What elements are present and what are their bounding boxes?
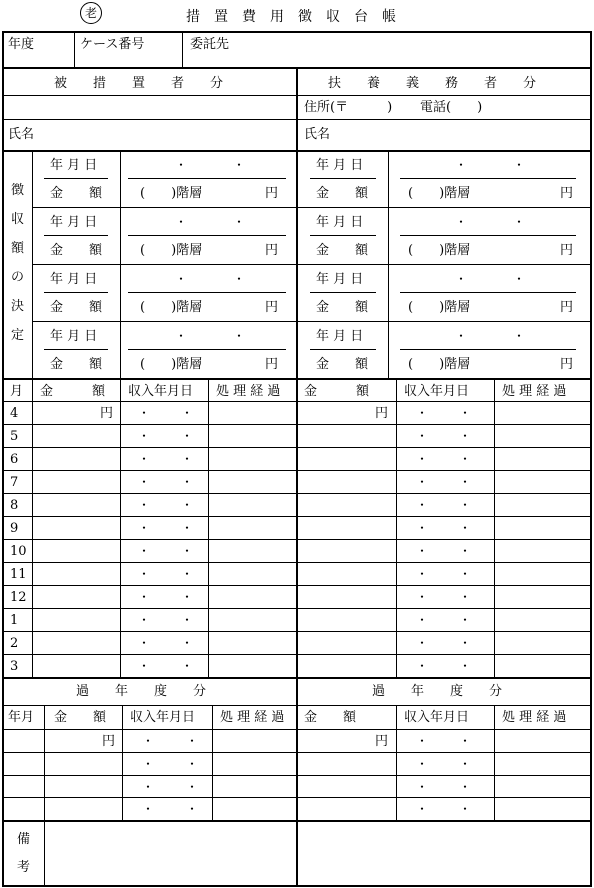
table-left-border — [2, 31, 4, 886]
decision-date-dot: ・ — [175, 158, 188, 172]
past-yen-right: 円 — [375, 734, 389, 749]
receipt-date-dot: ・ — [181, 544, 194, 558]
receipt-date-dot: ・ — [138, 613, 151, 627]
decision-underline — [44, 292, 108, 293]
receipt-date-dot: ・ — [416, 429, 429, 443]
decision-block-border — [32, 207, 592, 208]
receipt-date-dot: ・ — [138, 544, 151, 558]
monthly-yen: 円 — [100, 406, 114, 421]
decision-block-border — [32, 264, 592, 265]
amount-header: 金 額 — [40, 384, 106, 399]
address-label: 住所(〒 ) — [304, 100, 393, 115]
decision-date-line — [128, 235, 286, 236]
month-number: 9 — [10, 521, 19, 536]
monthly-row-border — [2, 585, 592, 586]
decision-underline — [310, 292, 376, 293]
phone-label: 電話( ) — [420, 100, 483, 115]
decision-underline — [44, 349, 108, 350]
past-process-header-right: 処 理 経 過 — [502, 710, 567, 725]
receipt-date-dot: ・ — [416, 498, 429, 512]
decision-amount-label: 金 額 — [316, 243, 369, 258]
monthly-row-border — [2, 447, 592, 448]
past-receipt-dot: ・ — [186, 802, 199, 817]
guarantor-section-title: 扶 養 義 務 者 分 — [328, 76, 537, 91]
month-number: 2 — [10, 636, 19, 651]
decision-side-char: 徴 — [11, 183, 25, 198]
past-receipt-dot: ・ — [186, 756, 199, 771]
monthly-row-border — [2, 654, 592, 655]
receipt-date-dot: ・ — [459, 475, 472, 489]
amount-header-right: 金 額 — [304, 384, 370, 399]
month-number: 12 — [10, 590, 27, 605]
monthly-row-border — [2, 470, 592, 471]
decision-date-label: 年 月 日 — [316, 329, 364, 344]
decision-date-dot: ・ — [455, 158, 468, 172]
month-number: 7 — [10, 475, 19, 490]
monthly-col-divider — [32, 378, 33, 677]
row-border — [2, 705, 592, 706]
center-divider — [296, 378, 298, 677]
decision-underline — [310, 235, 376, 236]
month-number: 11 — [10, 567, 27, 582]
decision-amount-label: 金 額 — [316, 357, 369, 372]
receipt-date-dot: ・ — [138, 429, 151, 443]
past-row-border — [2, 752, 592, 753]
monthly-row-border — [2, 608, 592, 609]
decision-date-label: 年 月 日 — [50, 329, 98, 344]
decision-date-dot: ・ — [233, 158, 246, 172]
receipt-date-dot: ・ — [416, 521, 429, 535]
decision-amount-label: 金 額 — [50, 243, 103, 258]
month-header: 月 — [10, 384, 24, 399]
past-receipt-dot: ・ — [416, 756, 429, 771]
past-receipt-dot: ・ — [459, 802, 472, 817]
decision-underline — [310, 178, 376, 179]
past-receipt-dot: ・ — [142, 779, 155, 794]
past-years-title-left: 過 年 度 分 — [76, 684, 207, 699]
past-receipt-header-right: 収入年月日 — [404, 710, 470, 725]
receipt-date-dot: ・ — [416, 475, 429, 489]
receipt-date-dot: ・ — [181, 406, 194, 420]
row-border — [2, 401, 592, 402]
subject-name-label: 氏名 — [8, 127, 35, 142]
row-border — [2, 95, 592, 96]
decision-side-char: 決 — [11, 299, 25, 314]
monthly-col-divider — [120, 378, 121, 677]
past-receipt-dot: ・ — [459, 734, 472, 748]
past-row-border — [2, 797, 592, 798]
decision-date-dot: ・ — [175, 215, 188, 229]
decision-yen: 円 — [265, 243, 279, 258]
receipt-date-dot: ・ — [138, 406, 151, 420]
decision-date-line — [400, 178, 576, 179]
decision-date-label: 年 月 日 — [316, 158, 364, 173]
decision-date-label: 年 月 日 — [50, 272, 98, 287]
receipt-date-dot: ・ — [459, 544, 472, 558]
decision-date-dot: ・ — [455, 272, 468, 286]
past-col-divider — [212, 705, 213, 820]
receipt-date-dot: ・ — [181, 613, 194, 627]
receipt-date-dot: ・ — [181, 429, 194, 443]
process-header: 処 理 経 過 — [216, 384, 281, 399]
past-col-divider — [494, 705, 495, 820]
past-row-border — [2, 775, 592, 776]
decision-amount-label: 金 額 — [316, 300, 369, 315]
decision-date-label: 年 月 日 — [50, 158, 98, 173]
past-receipt-dot: ・ — [416, 734, 429, 748]
past-yen: 円 — [102, 734, 116, 749]
decision-date-line — [400, 349, 576, 350]
past-amount-header: 金 額 — [54, 710, 107, 725]
receipt-date-dot: ・ — [181, 590, 194, 604]
receipt-date-dot: ・ — [416, 613, 429, 627]
monthly-row-border — [2, 539, 592, 540]
decision-date-line — [128, 292, 286, 293]
decision-date-dot: ・ — [455, 215, 468, 229]
receipt-date-header: 収入年月日 — [128, 384, 194, 399]
decision-floor-label: ( )階層 — [140, 243, 203, 258]
decision-date-dot: ・ — [513, 329, 526, 343]
receipt-date-dot: ・ — [138, 521, 151, 535]
remarks-label-divider — [44, 820, 45, 885]
month-number: 4 — [10, 406, 19, 421]
decision-side-char: 額 — [11, 241, 25, 256]
remarks-label-1: 備 — [17, 832, 31, 847]
receipt-date-dot: ・ — [459, 406, 472, 420]
remarks-label-2: 考 — [17, 860, 31, 875]
decision-yen: 円 — [265, 300, 279, 315]
decision-floor-label: ( )階層 — [408, 300, 471, 315]
monthly-col-divider — [396, 378, 397, 677]
receipt-date-dot: ・ — [181, 498, 194, 512]
monthly-col-divider — [208, 378, 209, 677]
decision-underline — [310, 349, 376, 350]
decision-date-dot: ・ — [175, 329, 188, 343]
past-receipt-dot: ・ — [186, 734, 199, 748]
month-number: 6 — [10, 452, 19, 467]
decision-floor-label: ( )階層 — [140, 300, 203, 315]
table-bottom-border — [2, 885, 592, 887]
receipt-date-dot: ・ — [138, 659, 151, 673]
receipt-date-dot: ・ — [416, 544, 429, 558]
decision-underline — [44, 235, 108, 236]
receipt-date-dot: ・ — [138, 636, 151, 650]
month-number: 1 — [10, 613, 19, 628]
decision-date-line — [128, 178, 286, 179]
past-receipt-dot: ・ — [416, 779, 429, 794]
receipt-date-dot: ・ — [416, 406, 429, 420]
decision-amount-label: 金 額 — [316, 186, 369, 201]
decision-side-char: 収 — [11, 212, 25, 227]
header-divider — [182, 31, 183, 67]
decision-amount-label: 金 額 — [50, 300, 103, 315]
monthly-yen-right: 円 — [375, 406, 389, 421]
elderly-badge-icon: 老 — [80, 2, 102, 24]
decision-yen: 円 — [265, 186, 279, 201]
decision-date-dot: ・ — [175, 272, 188, 286]
decision-yen: 円 — [560, 300, 574, 315]
receipt-date-dot: ・ — [138, 498, 151, 512]
receipt-date-dot: ・ — [459, 498, 472, 512]
decision-date-line — [128, 349, 286, 350]
receipt-date-dot: ・ — [138, 475, 151, 489]
decision-date-dot: ・ — [233, 272, 246, 286]
decision-date-line — [400, 235, 576, 236]
decision-amount-label: 金 額 — [50, 357, 103, 372]
guarantor-name-label: 氏名 — [304, 127, 331, 142]
receipt-date-dot: ・ — [181, 521, 194, 535]
center-divider — [296, 820, 298, 885]
decision-amount-label: 金 額 — [50, 186, 103, 201]
receipt-date-dot: ・ — [459, 636, 472, 650]
receipt-date-dot: ・ — [181, 567, 194, 581]
decision-yen: 円 — [560, 186, 574, 201]
decision-floor-label: ( )階層 — [408, 186, 471, 201]
row-border — [2, 729, 592, 730]
month-number: 3 — [10, 659, 19, 674]
past-receipt-header: 収入年月日 — [130, 710, 196, 725]
past-receipt-dot: ・ — [459, 779, 472, 794]
decision-side-char: 定 — [11, 328, 25, 343]
monthly-row-border — [2, 631, 592, 632]
past-receipt-dot: ・ — [142, 756, 155, 771]
decision-yen: 円 — [560, 243, 574, 258]
decision-yen: 円 — [560, 357, 574, 372]
receipt-date-dot: ・ — [181, 659, 194, 673]
past-process-header: 処 理 経 過 — [220, 710, 285, 725]
table-right-border — [590, 31, 592, 886]
decision-side-char: の — [11, 270, 25, 285]
receipt-date-dot: ・ — [138, 567, 151, 581]
receipt-date-dot: ・ — [181, 475, 194, 489]
receipt-date-dot: ・ — [459, 613, 472, 627]
receipt-date-dot: ・ — [416, 452, 429, 466]
decision-date-line — [400, 292, 576, 293]
center-divider — [296, 67, 298, 378]
receipt-date-header-right: 収入年月日 — [404, 384, 470, 399]
section-border — [2, 150, 592, 152]
decision-date-dot: ・ — [233, 215, 246, 229]
decision-block-border — [32, 321, 592, 322]
decision-floor-label: ( )階層 — [408, 357, 471, 372]
past-receipt-dot: ・ — [416, 802, 429, 817]
receipt-date-dot: ・ — [416, 567, 429, 581]
receipt-date-dot: ・ — [459, 429, 472, 443]
receipt-date-dot: ・ — [459, 659, 472, 673]
receipt-date-dot: ・ — [138, 452, 151, 466]
decision-date-dot: ・ — [455, 329, 468, 343]
decision-underline — [44, 178, 108, 179]
receipt-date-dot: ・ — [416, 590, 429, 604]
header-divider — [74, 31, 75, 67]
receipt-date-dot: ・ — [416, 659, 429, 673]
decision-date-dot: ・ — [513, 158, 526, 172]
past-amount-header-right: 金 額 — [304, 710, 357, 725]
past-receipt-dot: ・ — [142, 802, 155, 817]
decision-date-label: 年 月 日 — [316, 272, 364, 287]
receipt-date-dot: ・ — [459, 521, 472, 535]
month-number: 8 — [10, 498, 19, 513]
monthly-row-border — [2, 493, 592, 494]
receipt-date-dot: ・ — [416, 636, 429, 650]
receipt-date-dot: ・ — [459, 590, 472, 604]
decision-floor-label: ( )階層 — [140, 186, 203, 201]
row-border — [2, 119, 592, 120]
receipt-date-dot: ・ — [459, 567, 472, 581]
decision-floor-label: ( )階層 — [408, 243, 471, 258]
decision-date-dot: ・ — [233, 329, 246, 343]
monthly-col-divider — [494, 378, 495, 677]
process-header-right: 処 理 経 過 — [502, 384, 567, 399]
past-col-divider — [396, 705, 397, 820]
past-col-divider — [44, 705, 45, 820]
page-title: 措 置 費 用 徴 収 台 帳 — [186, 9, 396, 25]
receipt-date-dot: ・ — [138, 590, 151, 604]
subject-section-title: 被 措 置 者 分 — [54, 76, 224, 91]
past-col-divider — [122, 705, 123, 820]
case-number-label: ケース番号 — [80, 37, 145, 52]
month-number: 5 — [10, 429, 19, 444]
past-receipt-dot: ・ — [459, 756, 472, 771]
month-number: 10 — [10, 544, 27, 559]
decision-date-label: 年 月 日 — [50, 215, 98, 230]
decision-floor-label: ( )階層 — [140, 357, 203, 372]
past-years-title-right: 過 年 度 分 — [372, 684, 503, 699]
monthly-row-border — [2, 424, 592, 425]
decision-date-label: 年 月 日 — [316, 215, 364, 230]
past-receipt-dot: ・ — [142, 734, 155, 748]
decision-date-dot: ・ — [513, 215, 526, 229]
receipt-date-dot: ・ — [459, 452, 472, 466]
monthly-row-border — [2, 516, 592, 517]
past-receipt-dot: ・ — [186, 779, 199, 794]
past-ym-header: 年月 — [8, 710, 35, 725]
consignee-label: 委託先 — [190, 37, 230, 52]
decision-yen: 円 — [265, 357, 279, 372]
decision-date-dot: ・ — [513, 272, 526, 286]
year-label: 年度 — [8, 37, 35, 52]
table-top-border — [2, 31, 592, 33]
receipt-date-dot: ・ — [181, 636, 194, 650]
receipt-date-dot: ・ — [181, 452, 194, 466]
monthly-row-border — [2, 562, 592, 563]
